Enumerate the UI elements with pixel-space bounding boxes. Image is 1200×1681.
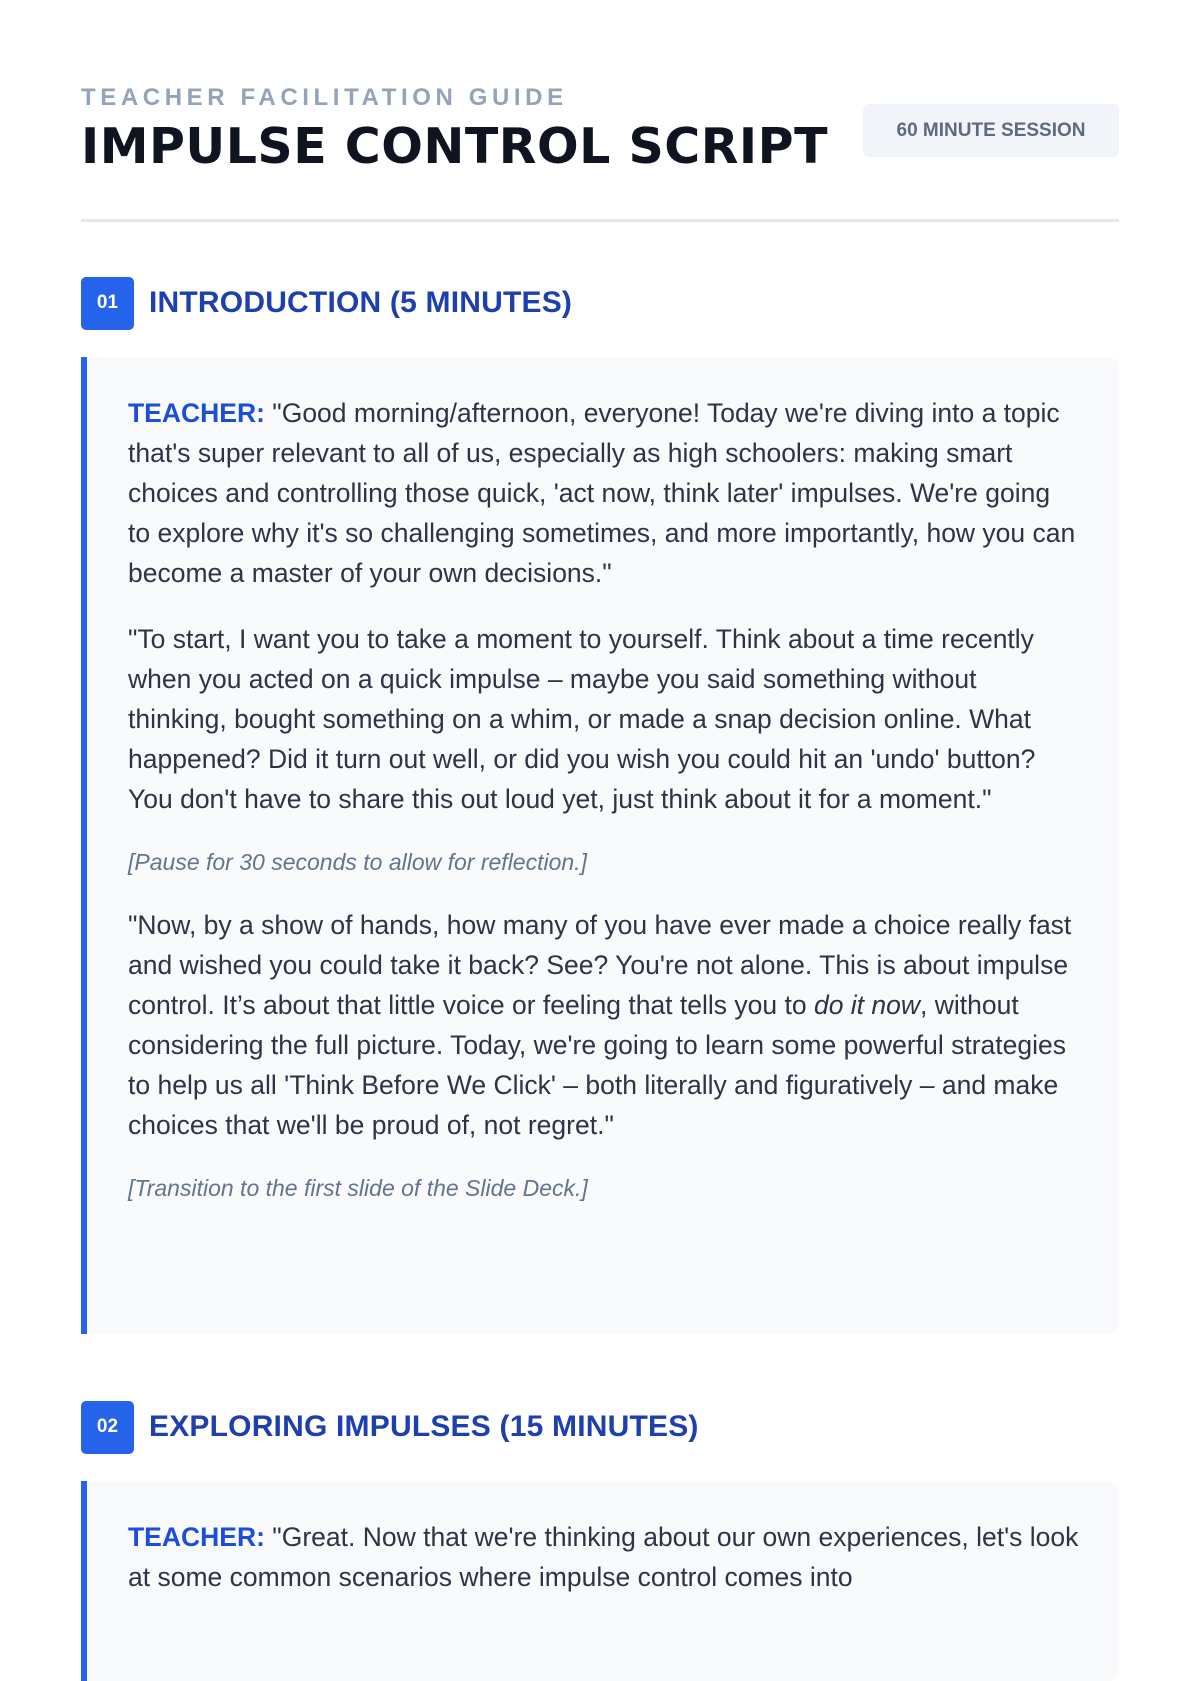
script-paragraph: "To start, I want you to take a moment to yourself. Think about a time recently when you acted on a quick impulse – maybe you said something without thinking, bought something on a whim, or made a snap decision online. What happened? Did it turn out well, or did you wish you could hit an 'undo' button? You don't have to share this out loud yet, just think about it for a moment." [128,624,1036,814]
guide-eyebrow: TEACHER FACILITATION GUIDE [81,84,568,111]
script-text: , without considering the full picture. Today, we're going to learn some powerful strategies to help us all 'Think Before We Click' – both literally and figuratively – and make choices that we'll be proud of, not regret." [128,990,1066,1140]
section-title: EXPLORING IMPULSES (15 MINUTES) [149,1410,699,1443]
script-paragraph [128,393,1079,593]
section-number-badge: 01 [81,277,134,330]
script-block-exploring-impulses [81,1481,1119,1681]
section-number-badge: 02 [81,1401,134,1454]
script-text: "Great. Now that we're thinking about our own experiences, let's look at some common scenarios where impulse control comes into [128,1522,1079,1592]
script-text: "Now, by a show of hands, how many of you have ever made a choice really fast and wished you could take it back? See? You're not alone. This is about impulse control. It’s about that little voice or feeling that tells you to [128,910,1072,1020]
script-paragraph [128,905,1079,1145]
speaker-label: TEACHER: [128,398,265,428]
script-block-introduction [81,357,1119,1334]
script-paragraph [128,1517,1079,1597]
session-length-badge: 60 MINUTE SESSION [863,104,1119,157]
page-header [81,0,1119,222]
section-header-introduction [81,276,1119,330]
stage-direction: [Transition to the first slide of the Slide Deck.] [128,1175,588,1201]
page-title: IMPULSE CONTROL SCRIPT [81,118,829,175]
emphasis-text: do it now [813,990,921,1020]
stage-direction: [Pause for 30 seconds to allow for reflection.] [128,849,587,875]
speaker-label: TEACHER: [128,1522,265,1552]
section-title: INTRODUCTION (5 MINUTES) [149,286,573,319]
script-text: "Good morning/afternoon, everyone! Today we're diving into a topic that's super relevant to all of us, especially as high schoolers: making smart choices and controlling those quick, 'act now, think later' impulses. We're going to explore why it's so challenging sometimes, and more importantly, how you can become a master of your own decisions." [128,398,1076,588]
section-header-exploring-impulses [81,1400,1119,1454]
